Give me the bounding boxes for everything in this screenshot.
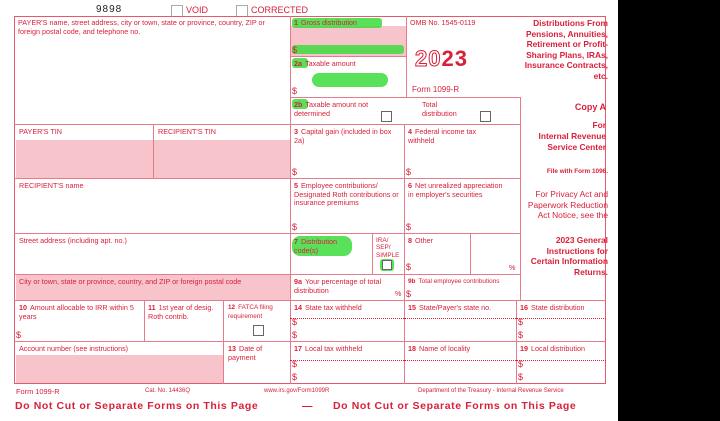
file-with-label: File with Form 1096. <box>546 168 608 175</box>
box-1-label: 1 Gross distribution <box>294 18 357 27</box>
box-9b-label: 9b Total employee contributions <box>408 278 500 285</box>
box-1-dollar: $ <box>292 45 298 55</box>
box-17-dollar-2: $ <box>292 372 298 382</box>
box-8-label: 8 Other <box>408 236 433 245</box>
box-2a-label: 2a Taxable amount <box>294 59 356 68</box>
void-label: VOID <box>186 5 209 15</box>
footer-url: www.irs.gov/Form1099R <box>264 388 330 394</box>
box-6-label: 6 Net unrealized appreciation in employer's securities <box>408 181 503 199</box>
rule <box>290 16 291 384</box>
privacy-notice: For Privacy Act and Paperwork Reduction Act Notice, see the <box>527 189 608 221</box>
ira-sep-simple-checkbox[interactable] <box>382 260 392 270</box>
box-10-label: 10 Amount allocable to IRR within 5 years <box>19 303 134 321</box>
box-16-dollar-2: $ <box>518 330 524 340</box>
box-16-label: 16 State distribution <box>520 303 585 312</box>
box-8-percent: % <box>509 263 516 272</box>
payer-tin-label: PAYER'S TIN <box>19 127 62 136</box>
footer-cat: Cat. No. 14436Q <box>145 388 191 394</box>
footer-dept: Department of the Treasury - Internal Revenue Service <box>418 388 564 394</box>
rule <box>404 124 405 384</box>
box-18-label: 18 Name of locality <box>408 344 471 353</box>
box-19-dollar-1: $ <box>518 359 524 369</box>
tax-year: 2023 <box>415 46 468 71</box>
rule <box>470 233 471 274</box>
rule <box>372 233 373 274</box>
box-12-label: 12 FATCA filing requirement <box>228 304 273 320</box>
form-code: 9898 <box>96 4 123 15</box>
rule <box>14 178 520 179</box>
box-18-divider <box>404 360 516 361</box>
do-not-cut-left: Do Not Cut or Separate Forms on This Page <box>15 400 259 412</box>
box-3-dollar: $ <box>292 167 298 177</box>
box-14-dollar-2: $ <box>292 330 298 340</box>
payer-name-label: PAYER'S name, street address, city or town, state or province, country, ZIP or foreign postal code, and telephone no. <box>18 18 265 36</box>
box-2b-label: 2b Taxable amount not determined <box>294 100 369 118</box>
box-6-dollar: $ <box>406 222 412 232</box>
recipient-tin-label: RECIPIENT'S TIN <box>158 127 216 136</box>
box-7-label: 7 Distribution code(s) <box>294 237 337 255</box>
highlight-box-1-amount <box>292 45 404 54</box>
rule <box>144 300 145 341</box>
total-distribution-label: Total distribution <box>422 100 457 118</box>
box-5-dollar: $ <box>292 222 298 232</box>
rule <box>516 300 517 384</box>
form-name: Form 1099-R <box>412 85 460 94</box>
box-17-dollar-1: $ <box>292 359 298 369</box>
box-15-label: 15 State/Payer's state no. <box>408 303 492 312</box>
rule <box>14 274 520 275</box>
highlight-box-2a <box>312 73 388 87</box>
box-17-divider <box>290 360 404 361</box>
box-14-label: 14 State tax withheld <box>294 303 362 312</box>
fatca-checkbox[interactable] <box>253 325 264 336</box>
corrected-label: CORRECTED <box>251 5 309 15</box>
box-9a-label: 9a Your percentage of total distribution <box>294 277 382 295</box>
rule <box>14 124 520 125</box>
rule <box>406 16 407 97</box>
rule <box>14 300 606 301</box>
box-11-label: 11 1st year of desig. Roth contrib. <box>148 303 214 321</box>
box-8-dollar: $ <box>406 262 412 272</box>
rule <box>520 97 521 300</box>
rule <box>14 233 520 234</box>
box-3-label: 3 Capital gain (included in box 2a) <box>294 127 392 145</box>
footer-form: Form 1099-R <box>16 387 60 396</box>
black-margin <box>618 0 720 421</box>
do-not-cut-dash: — <box>302 400 314 412</box>
account-number-label: Account number (see instructions) <box>19 344 129 353</box>
for-label: For <box>592 120 606 130</box>
box-14-divider <box>290 318 404 319</box>
box-9b-dollar: $ <box>406 289 412 299</box>
form-title: Distributions From Pensions, Annuities, Retirement or Profit-Sharing Plans, IRAs, Insurance Contracts, etc. <box>524 18 608 81</box>
box-2b-checkbox[interactable] <box>381 111 392 122</box>
box-13-label: 13 Date of payment <box>228 344 263 362</box>
box-5-label: 5 Employee contributions/ Designated Roth contributions or insurance premiums <box>294 181 399 208</box>
rule <box>290 56 406 57</box>
general-instructions: 2023 General Instructions for Certain Information Returns. <box>530 235 608 277</box>
box-4-dollar: $ <box>406 167 412 177</box>
box-16-dollar-1: $ <box>518 317 524 327</box>
ira-sep-simple-label: IRA/ SEP/ SIMPLE <box>376 237 400 259</box>
rule <box>223 300 224 384</box>
city-label: City or town, state or province, country, and ZIP or foreign postal code <box>19 277 242 286</box>
total-distribution-checkbox[interactable] <box>480 111 491 122</box>
omb-number: OMB No. 1545-0119 <box>410 18 476 27</box>
box-2a-dollar: $ <box>292 86 298 96</box>
recipient-name-label: RECIPIENT'S name <box>19 181 84 190</box>
box-14-dollar-1: $ <box>292 317 298 327</box>
box-15-divider <box>404 318 516 319</box>
box-16-divider <box>516 318 606 319</box>
box-17-label: 17 Local tax withheld <box>294 344 363 353</box>
copy-label: Copy A <box>574 102 606 112</box>
box-4-label: 4 Federal income tax withheld <box>408 127 477 145</box>
street-address-label: Street address (including apt. no.) <box>19 236 127 245</box>
box-19-label: 19 Local distribution <box>520 344 585 353</box>
rule <box>290 97 520 98</box>
box-19-divider <box>516 360 606 361</box>
rule <box>14 341 606 342</box>
rule <box>153 124 154 178</box>
irs-center-label: Internal Revenue Service Center <box>538 131 606 152</box>
box-19-dollar-2: $ <box>518 372 524 382</box>
box-10-dollar: $ <box>16 330 22 340</box>
box-9a-percent: % <box>395 289 402 298</box>
do-not-cut-right: Do Not Cut or Separate Forms on This Page <box>333 400 577 412</box>
